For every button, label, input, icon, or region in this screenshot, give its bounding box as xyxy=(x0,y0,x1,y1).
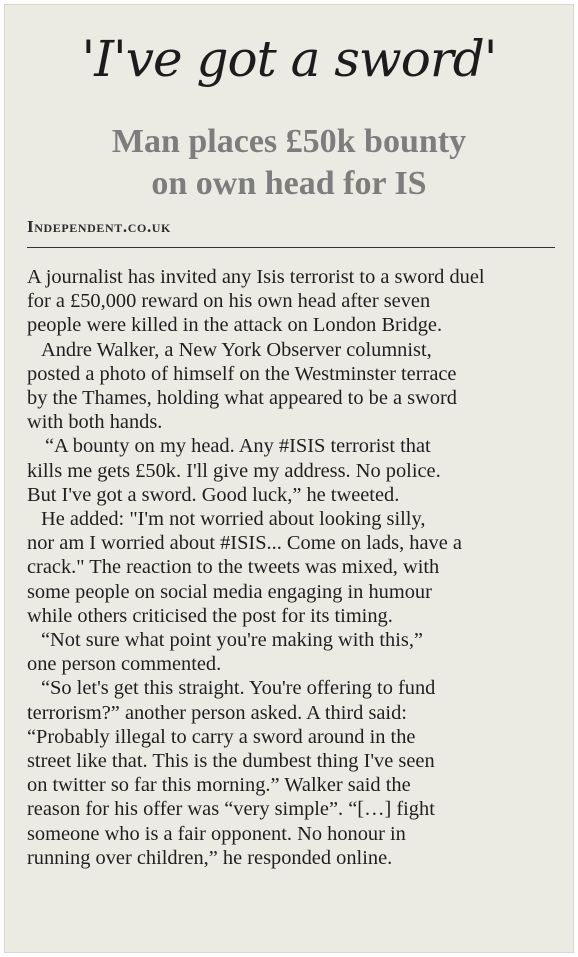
news-clipping xyxy=(4,4,574,953)
headline: 'I've got a sword' xyxy=(81,30,497,88)
paragraph xyxy=(27,676,557,870)
text-line: by the Thames, holding what appeared to be a sword xyxy=(27,387,457,410)
paragraph xyxy=(27,507,557,628)
text-line: running over children,” he responded online. xyxy=(27,846,393,869)
divider-rule xyxy=(27,247,555,248)
paragraph xyxy=(27,628,557,676)
subheadline xyxy=(5,121,573,205)
text-line: crack." The reaction to the tweets was mixed, with xyxy=(27,556,440,579)
text-line: nor am I worried about #ISIS... Come on lads, have a xyxy=(27,532,462,555)
text-line: “Not sure what point you're making with this,” xyxy=(41,629,423,652)
source-credit: Independent.co.uk xyxy=(27,217,171,236)
paragraph xyxy=(27,434,557,507)
paragraph xyxy=(27,265,557,338)
text-line: A journalist has invited any Isis terrorist to a sword duel xyxy=(27,266,485,288)
text-line: while others criticised the post for its timing. xyxy=(27,604,393,627)
article-body xyxy=(27,265,557,870)
text-line: posted a photo of himself on the Westminster terrace xyxy=(27,362,457,385)
subheadline-line: Man places £50k bounty xyxy=(111,123,467,160)
text-line: on twitter so far this morning.” Walker said the xyxy=(27,774,411,797)
text-line: one person commented. xyxy=(27,653,222,676)
text-line: street like that. This is the dumbest thing I've seen xyxy=(27,750,435,773)
text-line: someone who is a fair opponent. No honour in xyxy=(27,822,406,845)
text-line: people were killed in the attack on London Bridge. xyxy=(27,314,443,337)
text-line: He added: "I'm not worried about looking silly, xyxy=(41,508,426,531)
text-line: “A bounty on my head. Any #ISIS terrorist that xyxy=(45,435,431,458)
text-line: But I've got a sword. Good luck,” he tweeted. xyxy=(27,483,400,506)
text-line: “Probably illegal to carry a sword around in the xyxy=(27,725,416,748)
text-line: for a £50,000 reward on his own head after seven xyxy=(27,290,431,313)
text-line: “So let's get this straight. You're offering to fund xyxy=(41,677,436,700)
paragraph xyxy=(27,338,557,435)
text-line: reason for his offer was “very simple”. “[…] fight xyxy=(27,798,435,821)
text-line: with both hands. xyxy=(27,411,163,434)
text-line: some people on social media engaging in humour xyxy=(27,580,432,603)
subheadline-line: on own head for IS xyxy=(151,165,427,202)
text-line: kills me gets £50k. I'll give my address. No police. xyxy=(27,459,441,482)
text-line: terrorism?” another person asked. A third said: xyxy=(27,701,407,724)
text-line: Andre Walker, a New York Observer columnist, xyxy=(41,338,432,361)
